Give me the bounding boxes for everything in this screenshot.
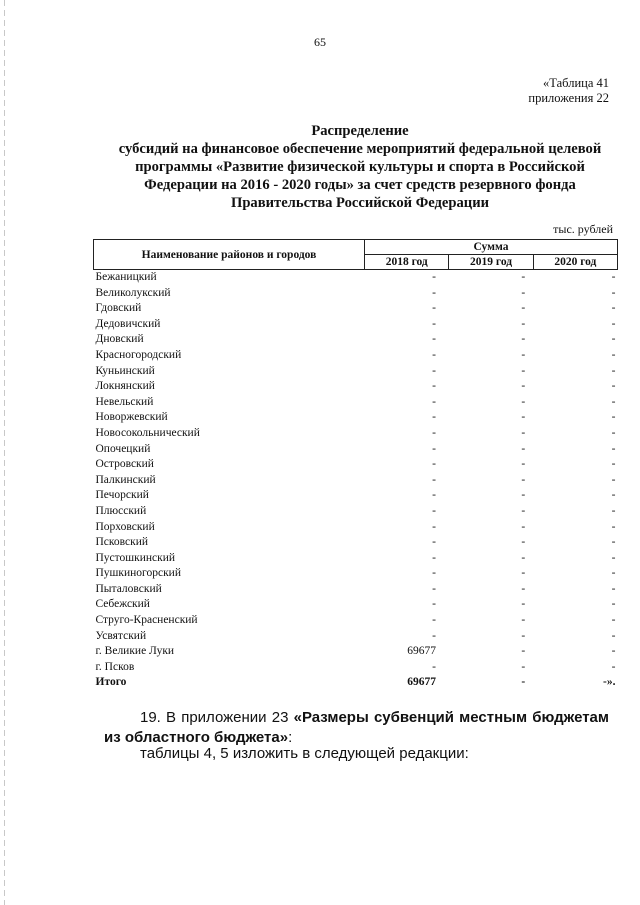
table-row	[94, 488, 618, 504]
paragraph-19-suffix: :	[288, 729, 293, 746]
title-line-2: субсидий на финансовое обеспечение мероприятий федеральной целевой	[118, 141, 602, 157]
row-name-cell: Дедовичский	[95, 317, 161, 330]
subsidy-table	[93, 239, 618, 691]
value-2018-cell: -	[432, 536, 436, 549]
value-2018-cell: -	[432, 317, 436, 330]
value-2020-cell: -	[611, 551, 616, 564]
row-name-cell: Порховский	[95, 520, 155, 533]
table-row	[94, 286, 618, 302]
value-2020-cell: -	[611, 660, 616, 673]
table-row	[94, 613, 618, 629]
row-name-cell: Плюсский	[95, 504, 147, 517]
header-year-2020: 2020 год	[533, 255, 617, 270]
table-row	[94, 473, 618, 489]
header-name: Наименование районов и городов	[94, 240, 365, 270]
table-row	[94, 644, 618, 660]
table-row	[94, 566, 618, 582]
value-2019-cell: -	[521, 271, 526, 283]
table-reference	[528, 76, 609, 106]
value-2018-cell: -	[432, 271, 436, 283]
value-2018-cell: 69677	[407, 645, 436, 658]
value-2018-cell: -	[432, 302, 436, 315]
value-2019-cell: -	[521, 520, 526, 533]
value-2020-cell: -	[611, 271, 616, 283]
table-row	[94, 395, 618, 411]
table-row	[94, 426, 618, 442]
row-name-cell: Пустошкинский	[95, 551, 176, 564]
value-2020-cell: -	[611, 286, 616, 299]
value-2018-cell: -	[432, 426, 436, 439]
table-row	[94, 660, 618, 676]
table-row	[94, 348, 618, 364]
row-name-cell: Пыталовский	[95, 582, 162, 595]
row-name-cell: Невельский	[95, 395, 154, 408]
row-name-cell: Псковский	[95, 536, 149, 549]
table-row	[94, 442, 618, 458]
row-name-cell: Себежский	[95, 598, 150, 611]
value-2019-cell: -	[521, 442, 526, 455]
value-2020-cell: -	[611, 614, 616, 627]
paragraph-19-prefix: 19. В приложении 23	[140, 709, 294, 726]
row-name-cell: Бежаницкий	[95, 271, 157, 283]
table-row	[94, 364, 618, 380]
table-row	[94, 629, 618, 645]
value-2019-cell: -	[521, 504, 526, 517]
value-2019-cell: -	[521, 645, 526, 658]
row-name-cell: Куньинский	[95, 364, 155, 377]
title-line-4: Федерации на 2016 - 2020 годы» за счет средств резервного фонда	[144, 177, 576, 193]
value-2019-cell: -	[521, 348, 526, 361]
value-2018-cell: -	[432, 286, 436, 299]
value-2018-cell: -	[432, 504, 436, 517]
value-2020-cell: -	[611, 473, 616, 486]
value-2020-cell: -	[611, 317, 616, 330]
value-2019-cell: -	[521, 629, 526, 642]
value-2019-cell: -	[521, 302, 526, 315]
value-2018-cell: -	[432, 520, 436, 533]
header-year-2018: 2018 год	[364, 255, 448, 270]
table-row	[94, 270, 618, 286]
value-2020-cell: -	[611, 598, 616, 611]
value-2018-cell: -	[432, 411, 436, 424]
value-2019-cell: -	[521, 660, 526, 673]
table-reference-line1: «Таблица 41	[543, 76, 609, 90]
value-2018-cell: -	[432, 395, 436, 408]
value-2020-cell: -	[611, 458, 616, 471]
value-2020-cell: -	[611, 348, 616, 361]
value-2019-cell: -	[521, 536, 526, 549]
row-name-cell: Итого	[95, 676, 127, 689]
row-name-cell: Опочецкий	[95, 442, 151, 455]
title-line-1: Распределение	[311, 123, 409, 139]
value-2018-cell: -	[432, 348, 436, 361]
value-2018-cell: -	[432, 333, 436, 346]
title-line-3: программы «Развитие физической культуры и спорта в Российской	[135, 159, 585, 175]
value-2018-cell: -	[432, 582, 436, 595]
row-name-cell: Островский	[95, 458, 154, 471]
table-row	[94, 535, 618, 551]
value-2019-cell: -	[521, 411, 526, 424]
row-name-cell: Новосокольнический	[95, 426, 200, 439]
value-2019-cell: -	[521, 317, 526, 330]
value-2020-cell: -	[611, 380, 616, 393]
value-2018-cell: -	[432, 473, 436, 486]
row-name-cell: Великолукский	[95, 286, 171, 299]
row-name-cell: Новоржевский	[95, 411, 168, 424]
table-row	[94, 332, 618, 348]
paragraph-tables: таблицы 4, 5 изложить в следующей редакции:	[140, 745, 469, 762]
value-2019-cell: -	[521, 489, 526, 502]
paragraph-19-bold: «Размеры субвенций местным бюджетам из областного бюджета»	[104, 709, 610, 746]
value-2020-cell: -	[611, 489, 616, 502]
table-row	[94, 379, 618, 395]
total-row	[94, 675, 618, 691]
value-2018-cell: -	[432, 660, 436, 673]
value-2019-cell: -	[521, 598, 526, 611]
table-row	[94, 520, 618, 536]
row-name-cell: Гдовский	[95, 302, 142, 315]
value-2020-cell: -	[611, 364, 616, 377]
row-name-cell: Усвятский	[95, 629, 147, 642]
table-reference-line2: приложения 22	[528, 91, 609, 105]
table-row	[94, 582, 618, 598]
value-2019-cell: -	[521, 582, 526, 595]
value-2020-cell: -	[611, 567, 616, 580]
table-row	[94, 317, 618, 333]
value-2019-cell: -	[521, 458, 526, 471]
value-2020-cell: -	[611, 629, 616, 642]
value-2020-cell: -	[611, 582, 616, 595]
value-2020-cell: -	[611, 426, 616, 439]
value-2018-cell: 69677	[407, 676, 436, 689]
value-2018-cell: -	[432, 567, 436, 580]
value-2018-cell: -	[432, 551, 436, 564]
value-2019-cell: -	[521, 473, 526, 486]
value-2020-cell: -	[611, 302, 616, 315]
header-year-2019: 2019 год	[449, 255, 533, 270]
table-body	[94, 270, 618, 692]
row-name-cell: г. Великие Луки	[95, 645, 175, 658]
value-2019-cell: -	[521, 380, 526, 393]
value-2019-cell: -	[521, 614, 526, 627]
value-2020-cell: -	[611, 395, 616, 408]
value-2019-cell: -	[521, 551, 526, 564]
table-row	[94, 410, 618, 426]
value-2020-cell: -».	[603, 676, 616, 689]
value-2018-cell: -	[432, 614, 436, 627]
row-name-cell: Локнянский	[95, 380, 155, 393]
value-2019-cell: -	[521, 333, 526, 346]
row-name-cell: Струго-Красненский	[95, 614, 198, 627]
row-name-cell: Дновский	[95, 333, 144, 346]
scan-edge	[4, 0, 5, 905]
value-2019-cell: -	[521, 286, 526, 299]
paragraph-19	[104, 708, 609, 748]
value-2019-cell: -	[521, 426, 526, 439]
value-2018-cell: -	[432, 364, 436, 377]
value-2018-cell: -	[432, 598, 436, 611]
table-row	[94, 597, 618, 613]
row-name-cell: Палкинский	[95, 473, 156, 486]
value-2020-cell: -	[611, 520, 616, 533]
row-name-cell: Печорский	[95, 489, 149, 502]
value-2018-cell: -	[432, 442, 436, 455]
value-2018-cell: -	[432, 489, 436, 502]
table-row	[94, 301, 618, 317]
value-2018-cell: -	[432, 629, 436, 642]
value-2018-cell: -	[432, 458, 436, 471]
row-name-cell: г. Псков	[95, 660, 135, 673]
value-2019-cell: -	[521, 364, 526, 377]
value-2019-cell: -	[521, 567, 526, 580]
header-sum: Сумма	[364, 240, 617, 255]
value-2020-cell: -	[611, 333, 616, 346]
table-row	[94, 504, 618, 520]
document-title	[80, 122, 640, 212]
value-2020-cell: -	[611, 411, 616, 424]
row-name-cell: Красногородский	[95, 348, 182, 361]
value-2020-cell: -	[611, 645, 616, 658]
value-2019-cell: -	[521, 395, 526, 408]
page-number: 65	[314, 35, 326, 49]
value-2020-cell: -	[611, 536, 616, 549]
value-2020-cell: -	[611, 504, 616, 517]
units-label: тыс. рублей	[553, 222, 613, 236]
title-line-5: Правительства Российской Федерации	[230, 195, 490, 211]
value-2020-cell: -	[611, 442, 616, 455]
table-row	[94, 551, 618, 567]
table-row	[94, 457, 618, 473]
value-2018-cell: -	[432, 380, 436, 393]
value-2019-cell: -	[521, 676, 526, 689]
row-name-cell: Пушкиногорский	[95, 567, 181, 580]
